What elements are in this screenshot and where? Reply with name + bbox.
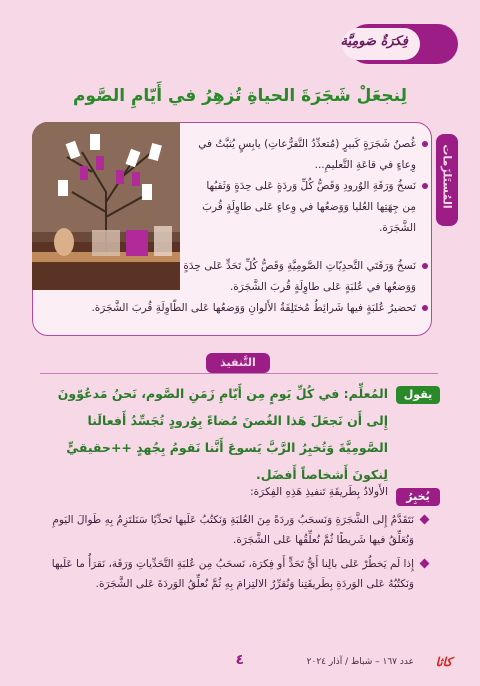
- requirement-text: نَسخُ وَرَقَةِ الوُرودِ وَقَصُّ كُلِّ وَردَةٍ عَلى حِدَةٍ وَثَقبُها مِن جِهَتِها العُليا وَوَضعُها في وِعاءٍ عَلى طاوِلَةٍ قُربَ الشَّجَرَة.: [202, 180, 416, 234]
- requirements-list-wide: [68, 256, 428, 319]
- explains-list: [48, 510, 428, 598]
- says-label: يقول: [396, 386, 440, 404]
- explains-item: [48, 510, 428, 550]
- explains-intro: الأَولادُ بِطَريقَةِ تَنفيذِ هَذِهِ الفِكرَة:: [250, 486, 388, 498]
- explains-text: نَتَقَدَّمُ إِلى الشَّجَرَةِ وَنَسحَبُ وَردَةً مِنَ العُلبَةِ وَنَكتُبُ عَلَيها تَحدِّيًا سَنَلتَزِمُ بِهِ طَوالَ اليَومِ وَنُعَلِّقُ فيها شَريطًا ثُمَّ نُعلِّقُها عَلى الشَّجَرَة.: [52, 514, 414, 546]
- magazine-logo: كاثا: [435, 655, 452, 669]
- requirement-text: تَحضيرُ عُلبَةٍ فيها شَرائِطُ مُختَلِفَةُ الأَلوانِ وَوَضعُها عَلى الطّاوِلَةِ قُربَ الشَّجَرَة.: [91, 302, 416, 314]
- diamond-bullet-icon: [420, 515, 430, 525]
- says-body: في كُلِّ يَومٍ مِن أَيّامِ زَمَنِ الصَّوم، نَحنُ مَدعُوّونَ إِلى أَن نَجعَلَ هَذا الغُصنَ مُضاءً بِوُرودٍ تُجَسِّدُ أَفعالَنا الصَّومِيَّةَ وَتُخبِرُ الرَّبَّ يَسوعَ أَنَّنا نَقومُ بِجُهدٍ ++حقيقيٍّ لِنكونَ أَشخاصاً أَفضَل.: [57, 386, 388, 482]
- execution-tab: التَّنفيذ: [206, 353, 270, 373]
- bullet-dot-icon: [422, 263, 428, 269]
- requirements-list: [190, 134, 428, 239]
- requirements-tab-label: المُستَلزَمات: [440, 144, 454, 209]
- requirements-tab: [436, 134, 458, 226]
- explains-label: يُخبِرُ: [396, 488, 440, 506]
- speaker-label: المُعلِّم:: [343, 386, 388, 401]
- teacher-says-text: [36, 380, 388, 488]
- requirement-item: [178, 256, 428, 298]
- requirement-text: غُصنُ شَجَرَةٍ كَبيرٍ (مُتعدِّدُ التَّفرُّعاتِ) يابِسٍ يُثبَّتُ في وِعاءٍ في قاعَةِ التَّعليمِ...: [198, 138, 416, 171]
- issue-info: عدد ١٦٧ – شباط / آذار ٢٠٢٤: [306, 657, 414, 667]
- requirement-item: [68, 298, 428, 319]
- requirement-item: [190, 134, 428, 176]
- explains-text: إِذا لَم يَخطُرْ عَلى بالِنا أَيُّ تَحَدٍّ أَو فِكرَة، نَسحَبُ مِن عُلبَةِ التَّحَدِّياتِ وَرَقَة، نَقرَأُ ما عَلَيها وَنَكتُبُهُ عَلى الوَردَةِ بِطَريقَتِنا وَنُقرِّرُ الالتِزامَ بِهِ ثُمَّ نُعلِّقُ الوَردَةَ عَلى الشَّجَرَة.: [51, 558, 414, 590]
- header-badge-label: فِكرَةٌ صَومِيَّة: [340, 34, 408, 49]
- bullet-dot-icon: [422, 141, 428, 147]
- page-number: ٤: [235, 652, 244, 668]
- explains-item: [48, 554, 428, 594]
- bullet-dot-icon: [422, 305, 428, 311]
- requirement-item: [190, 176, 428, 239]
- bullet-dot-icon: [422, 183, 428, 189]
- requirement-text: نَسخُ وَرَقَتَي التَّحدِيّاتِ الصَّومِيَّةِ وَقَصُّ كُلِّ تَحَدٍّ عَلى حِدَةٍ وَوَضعُها في عُلبَةٍ عَلى طاوِلَةٍ قُربَ الشَّجَرَة.: [183, 260, 416, 293]
- execution-divider: [40, 373, 438, 374]
- diamond-bullet-icon: [420, 559, 430, 569]
- page-title: لِنجعَلْ شَجَرَةَ الحياةِ تُزهِرُ في أَيّامِ الصَّوم: [72, 86, 408, 106]
